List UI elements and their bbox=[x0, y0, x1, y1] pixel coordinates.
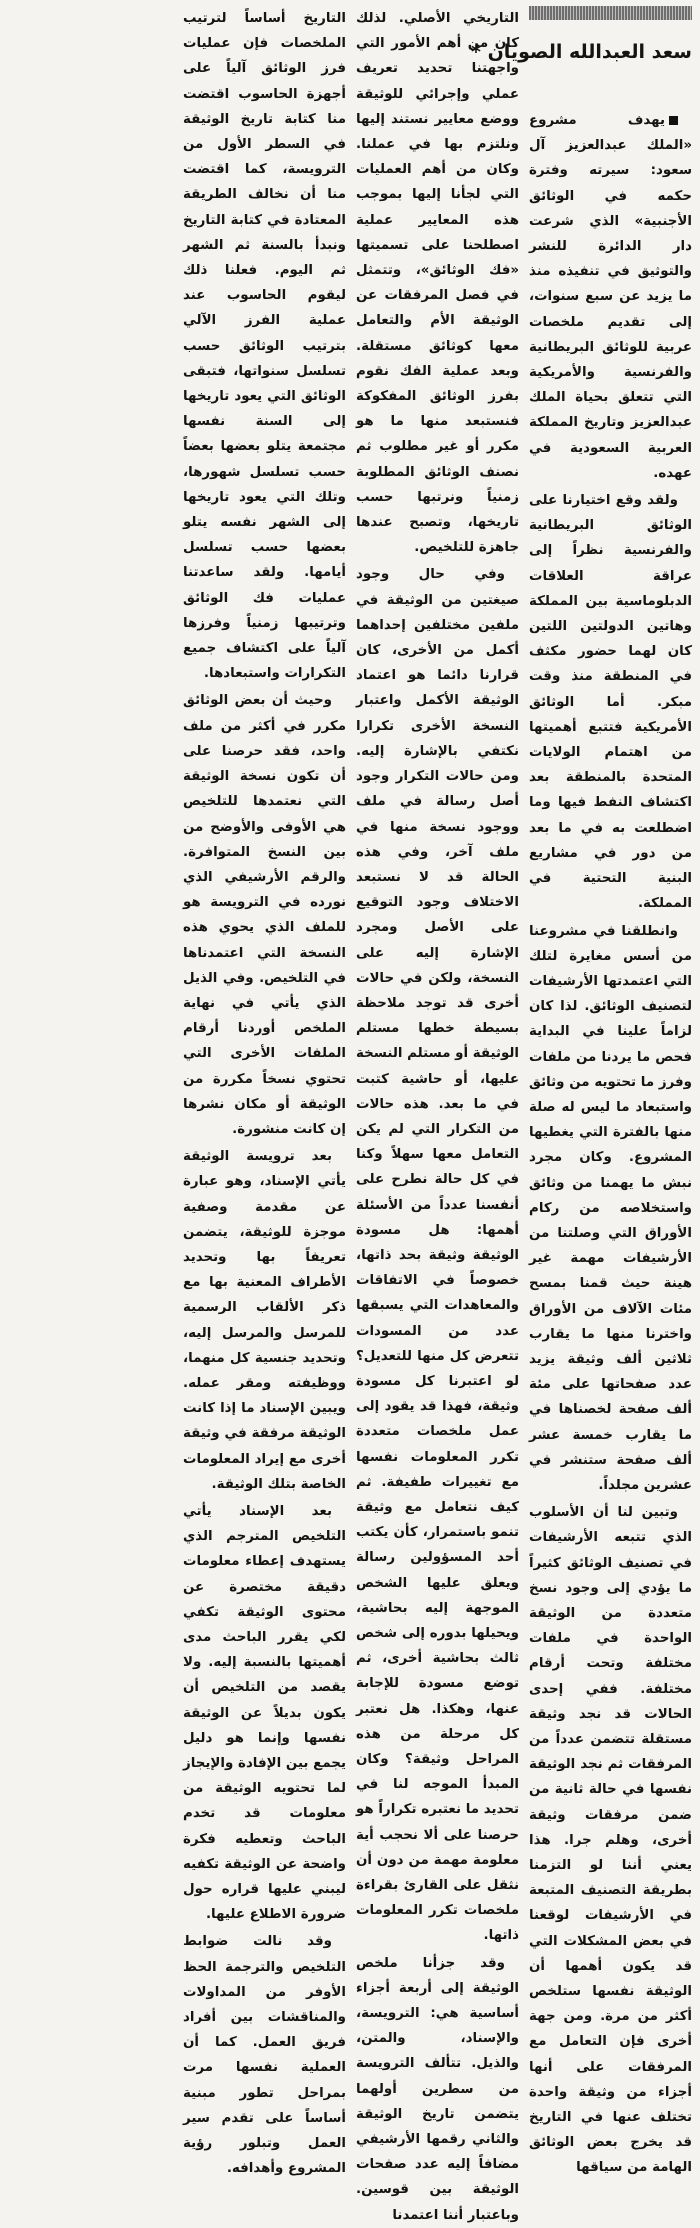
author-byline: سعد العبدالله الصويان * bbox=[471, 41, 692, 63]
paragraph: التاريخي الأصلي. لذلك كان من أهم الأمور التي واجهتنا تحديد تعريف عملي وإجرائي للوثيقة ووضع معايير نستند إليها ونلتزم بها في عملنا. وكان من أهم العمليات التي لجأنا إليها بموجب هذه المعايير عملية اصطلحنا على تسميتها «فك الوثائق»، وتتمثل في فصل المرفقات عن الوثيقة الأم والتعامل معها كوثائق مستقلة. وبعد عملية الفك نقوم بفرز الوثائق المفكوكة فنستبعد منها ما هو مكرر أو غير مطلوب ثم نصنف الوثائق المطلوبة زمنياً ونرتبها حسب تاريخها، وتصبح عندها جاهزة للتلخيص. bbox=[356, 11, 519, 556]
paragraph: وانطلقنا في مشروعنا من أسس مغايرة لتلك التي اعتمدتها الأرشيفات لتصنيف الوثائق. لذا كان لزاماً علينا في البداية فحص ما يردنا من ملفات وفرز ما تحتويه من وثائق واستبعاد ما ليس له صلة منها بالفترة التي يغطيها المشروع. وكان مجرد نبش ما يهمنا من وثائق واستخلاصه من ركام الأوراق التي وصلتنا من الأرشيفات مهمة غير هينة حيث قمنا بمسح مئات الآلاف من الأوراق واخترنا منها ما يقارب ثلاثين ألف وثيقة يزيد عدد صفحاتها على مئة ألف صفحة لخصناها في ما يقارب خمسة عشر ألف صفحة ستنشر في عشرين مجلداً. bbox=[529, 923, 692, 1493]
paragraph: وتبين لنا أن الأسلوب الذي تتبعه الأرشيفات في تصنيف الوثائق كثيراً ما يؤدي إلى وجود نسخ متعددة من الوثيقة الواحدة في ملفات مختلفة وتحت أرقام مختلفة. ففي إحدى الحالات قد نجد وثيقة مستقلة تتضمن عدداً من المرفقات ثم نجد الوثيقة نفسها في حالة ثانية من ضمن مرفقات وثيقة أخرى، وهلم جرا. هذا يعني أننا لو التزمنا بطريقة التصنيف المتبعة في الأرشيفات لوقعنا في بعض المشكلات التي قد يكون أهمها أن الوثيقة نفسها ستلخص أكثر من مرة. ومن جهة أخرى فإن التعامل مع المرفقات على أنها أجزاء من وثيقة واحدة تختلف عنها في التاريخ قد يخرج بعض الوثائق الهامة من سياقها bbox=[529, 1505, 692, 2176]
paragraph-text: يهدف مشروع «الملك عبدالعزيز آل سعود: سيرته وفترة حكمه في الوثائق الأجنبية» الذي شرعت دار الدائرة للنشر والتوثيق في تنفيذه منذ ما يزيد عن سبع سنوات، إلى تقديم ملخصات عربية للوثائق البريطانية والفرنسية والأمريكية التي تتعلق بحياة الملك عبدالعزيز وتاريخ المملكة العربية السعودية في عهده. bbox=[529, 113, 692, 481]
paragraph: بعد ترويسة الوثيقة يأتي الإسناد، وهو عبارة عن مقدمة وصفية موجزة للوثيقة، يتضمن تعريفاً بها وتحديد الأطراف المعنية بها مع ذكر الألقاب الرسمية للمرسل والمرسل إليه، وتحديد جنسية كل منهما، ووظيفته ومقر عمله. ويبين الإسناد ما إذا كانت الوثيقة مرفقة في وثيقة أخرى مع إيراد المعلومات الخاصة بتلك الوثيقة. bbox=[183, 1149, 346, 1492]
paragraph bbox=[529, 108, 692, 486]
paragraph: وفي حال وجود صيغتين من الوثيقة في ملفين مختلفين إحداهما أكمل من الأخرى، كان قرارنا دائما هو اعتماد الوثيقة الأكمل واعتبار النسخة الأخرى تكرارا نكتفي بالإشارة إليه. ومن حالات التكرار وجود أصل رسالة في ملف ووجود نسخة منها في ملف آخر، وفي هذه الحالة قد لا نستبعد الاختلاف وجود التوقيع على الأصل ومجرد الإشارة إليه على النسخة، ولكن في حالات أخرى قد توجد ملاحظة بسيطة خطها مستلم الوثيقة أو مستلم النسخة عليها، أو حاشية كتبت في ما بعد. هذه حالات من التكرار التي لم يكن التعامل معها سهلاً وكنا في كل حالة نطرح على أنفسنا عدداً من الأسئلة أهمها: هل مسودة الوثيقة وثيقة بحد ذاتها، خصوصاً في الاتفاقات والمعاهدات التي يسبقها عدد من المسودات تتعرض كل منها للتعديل؟ لو اعتبرنا كل مسودة وثيقة، فهذا قد يقود إلى عمل ملخصات متعددة تكرر المعلومات نفسها مع تغييرات طفيفة. ثم كيف نتعامل مع وثيقة تنمو باستمرار، كأن يكتب أحد المسؤولين رسالة ويعلق عليها الشخص الموجهة إليه بحاشية، ويحيلها بدوره إلى شخص ثالث بحاشية أخرى، ثم توضع مسودة للإجابة عنها، وهكذا. هل نعتبر كل مرحلة من هذه المراحل وثيقة؟ وكان المبدأ الموجه لنا في تحديد ما نعتبره تكراراً هو حرصنا على ألا نحجب أية معلومة مهمة من دون أن نثقل على القارئ بقراءة ملخصات تكرر المعلومات ذاتها. bbox=[356, 567, 519, 1944]
paragraph: وحيث أن بعض الوثائق مكرر في أكثر من ملف واحد، فقد حرصنا على أن تكون نسخة الوثيقة التي نعتمدها للتلخيص هي الأوفى والأوضح من بين النسخ المتوافرة. والرقم الأرشيفي الذي نورده في الترويسة هو للملف الذي يحوي هذه النسخة التي اعتمدناها في التلخيص. وفي الذيل الذي يأتي في نهاية الملخص أوردنا أرقام الملفات الأخرى التي تحتوي نسخاً مكررة من الوثيقة أو مكان نشرها إن كانت منشورة. bbox=[183, 693, 346, 1137]
paragraph: وقد نالت ضوابط التلخيص والترجمة الحظ الأوفر من المداولات والمناقشات بين أفراد فريق العمل. كما أن العملية نفسها مرت بمراحل تطور مبنية أساساً على تقدم سير العمل وتبلور رؤية المشروع وأهدافه. bbox=[183, 1934, 346, 2177]
header-rule bbox=[529, 6, 692, 20]
article-columns bbox=[8, 6, 692, 2223]
paragraph: ولقد وقع اختيارنا على الوثائق البريطانية والفرنسية نظراً إلى عراقة العلاقات الدبلوماسية بين المملكة وهاتين الدولتين اللتين كان لهما حضور مكثف في المنطقة منذ وقت مبكر. أما الوثائق الأمريكية فتتبع أهميتها من اهتمام الولايات المتحدة بالمنطقة بعد اكتشاف النفط فيها وما اضطلعت به في ما بعد من دور في مشاريع البنية التحتية في المملكة. bbox=[529, 493, 692, 912]
column-right bbox=[471, 6, 692, 2176]
paragraph: وقد جزأنا ملخص الوثيقة إلى أربعة أجزاء أساسية هي: الترويسة، والإسناد، والمتن، والذيل. تتألف الترويسة من سطرين أولهما يتضمن تاريخ الوثيقة والثاني رقمها الأرشيفي مضافاً إليه عدد صفحات الوثيقة بين قوسين. وباعتبار أننا اعتمدنا bbox=[356, 1955, 519, 2223]
column-middle bbox=[356, 6, 519, 2223]
column-left bbox=[183, 6, 346, 2177]
paragraph: التاريخ أساساً لترتيب الملخصات فإن عمليات فرز الوثائق آلياً على أجهزة الحاسوب اقتضت منا كتابة تاريخ الوثيقة في السطر الأول من الترويسة، كما اقتضت منا أن نخالف الطريقة المعتادة في كتابة التاريخ ونبدأ بالسنة ثم الشهر ثم اليوم. فعلنا ذلك ليقوم الحاسوب عند عملية الفرز الآلي بترتيب الوثائق حسب تسلسل سنواتها، فتبقى الوثائق التي يعود تاريخها إلى السنة نفسها مجتمعة يتلو بعضها بعضاً حسب تسلسل شهورها، وتلك التي يعود تاريخها إلى الشهر نفسه يتلو بعضها حسب تسلسل أيامها. ولقد ساعدتنا عمليات فك الوثائق وترتيبها زمنياً وفرزها آلياً على اكتشاف جميع التكرارات واستبعادها. bbox=[183, 11, 346, 682]
bullet-square-icon bbox=[669, 116, 678, 125]
paragraph: بعد الإسناد يأتي التلخيص المترجم الذي يستهدف إعطاء معلومات دقيقة مختصرة عن محتوى الوثيقة تكفي لكي يقرر الباحث مدى أهميتها بالنسبة إليه. ولا يقصد من التلخيص أن يكون بديلاً عن الوثيقة نفسها وإنما هو دليل يجمع بين الإفادة والإيجاز لما تحتويه الوثيقة من معلومات قد تخدم الباحث وتعطيه فكرة واضحة عن الوثيقة تكفيه ليبني عليها قراره حول ضرورة الاطلاع عليها. bbox=[183, 1503, 346, 1923]
